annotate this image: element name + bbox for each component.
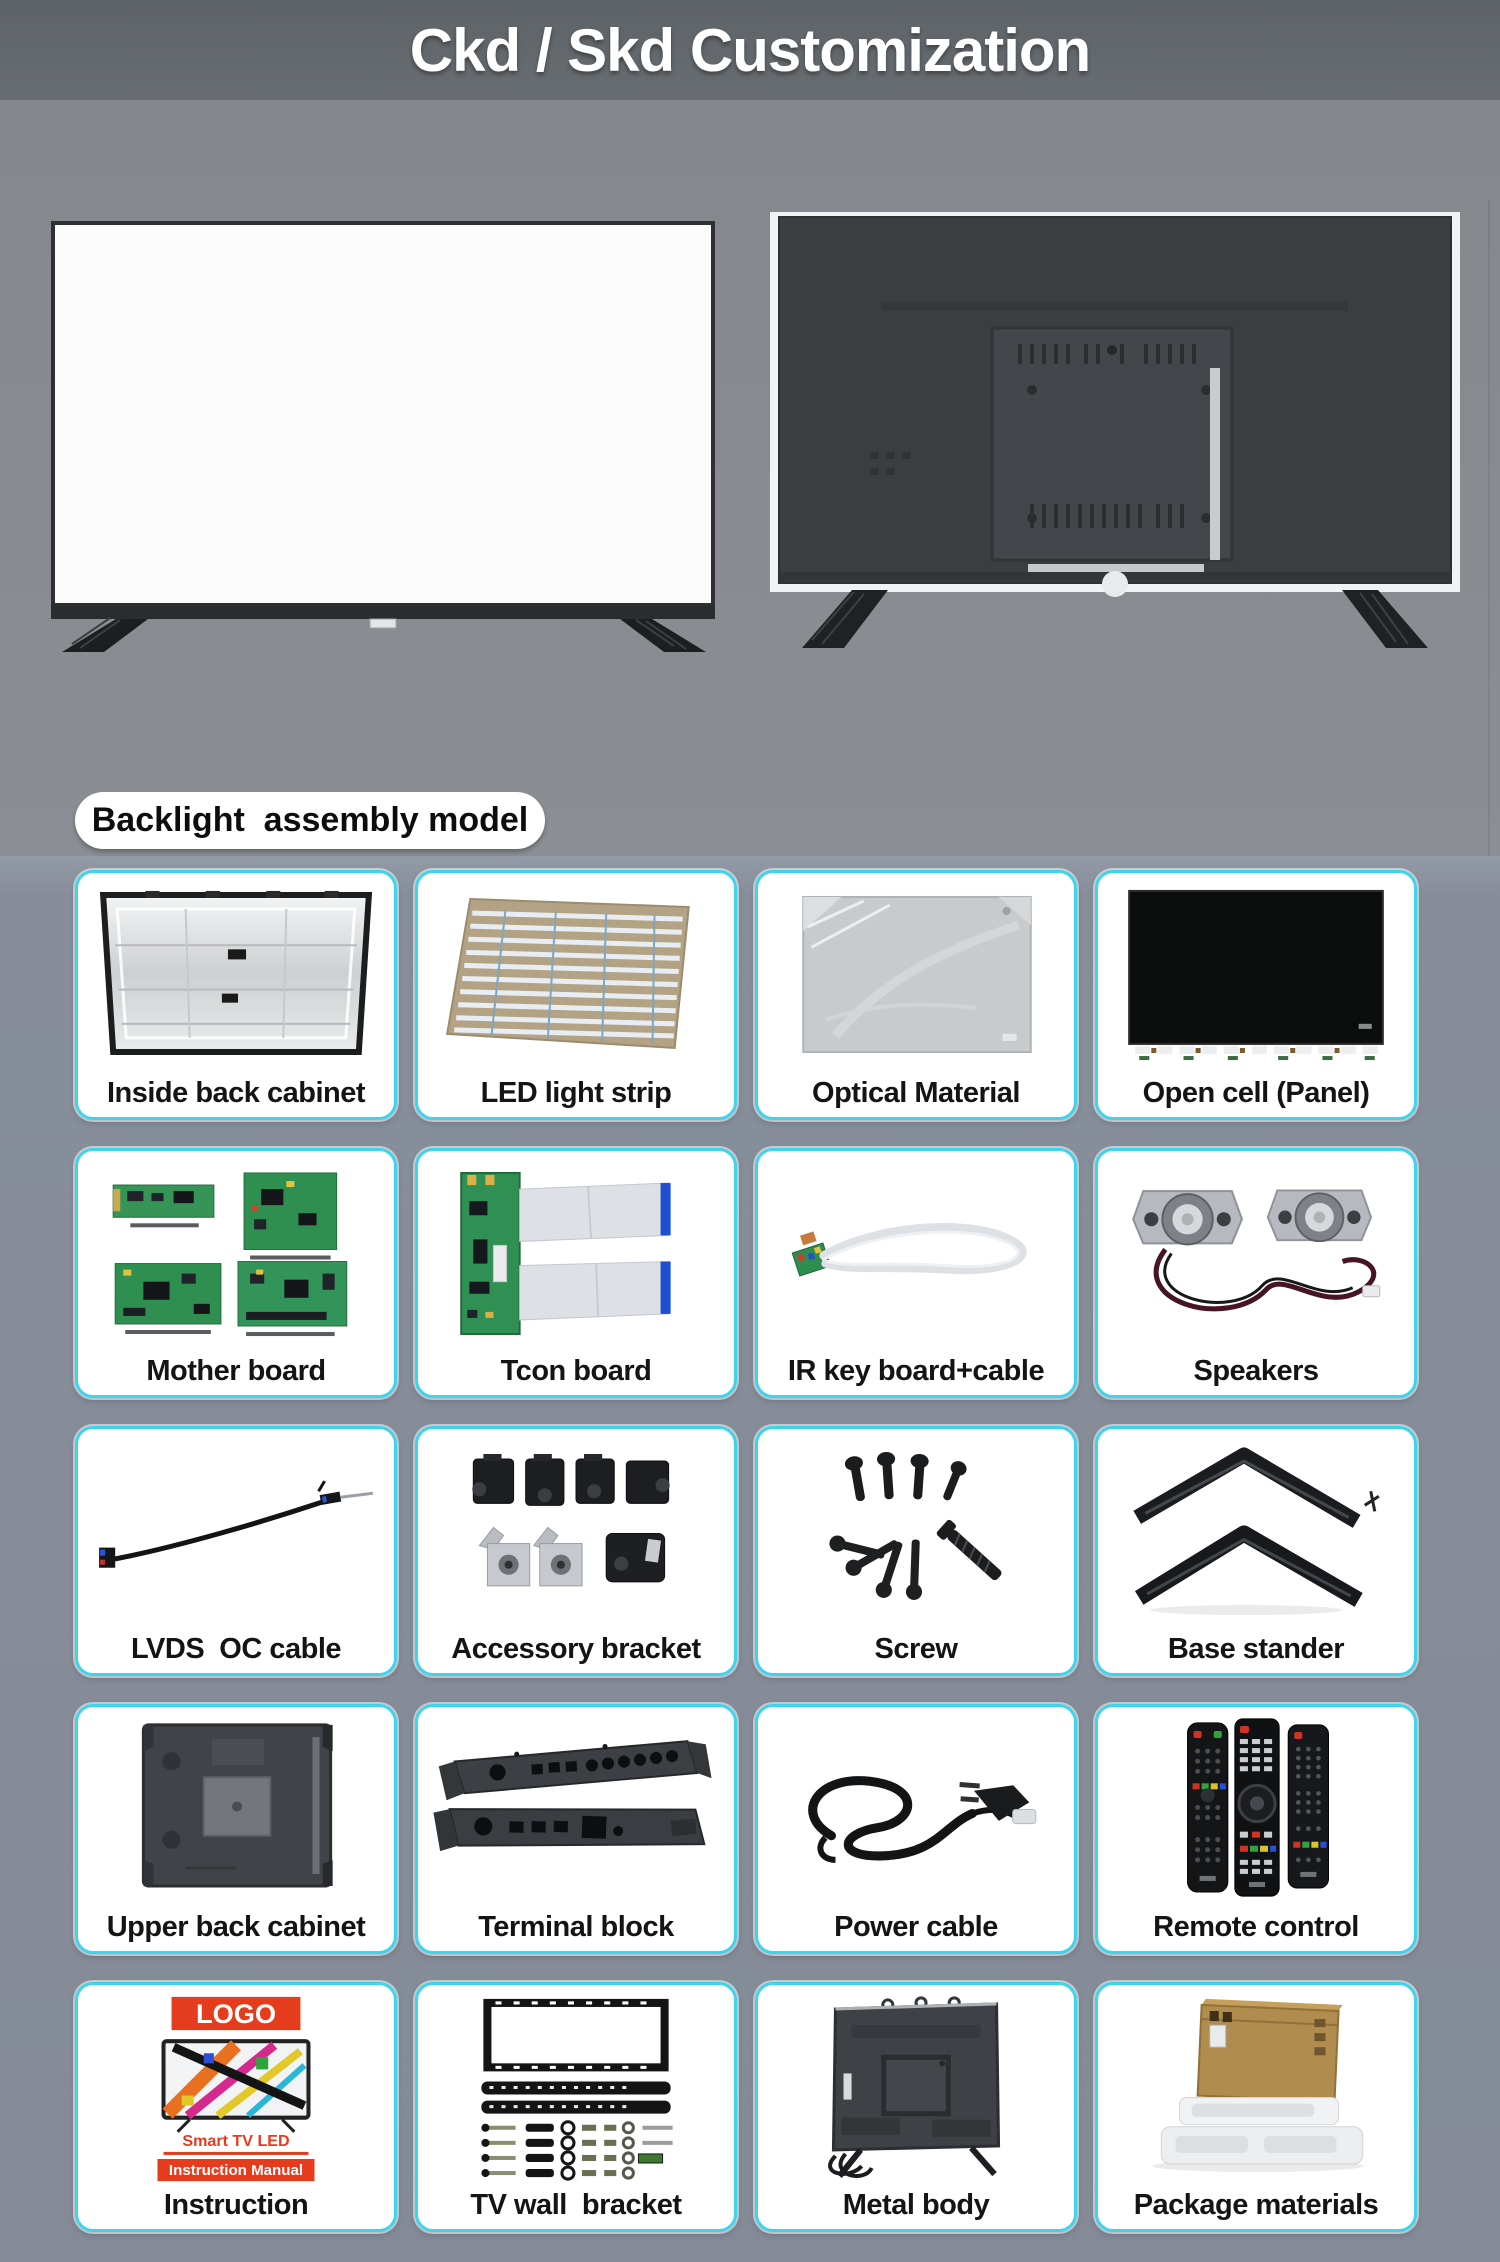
speakers-image [1105,1158,1407,1350]
card-power-cable [755,1704,1077,1954]
card-metal-body [755,1982,1077,2232]
metal-body-image [765,1992,1067,2184]
card-label: Speakers [1193,1355,1319,1387]
manual-text: Instruction Manual [168,2162,304,2180]
instruction-image [85,1992,387,2184]
card-upper-back-cabinet [75,1704,397,1954]
header-banner [0,0,1500,100]
card-mother-board [75,1148,397,1398]
card-label: IR key board+cable [787,1355,1045,1387]
photo-edge-line [1488,200,1490,956]
open-cell-panel-image [1105,880,1407,1072]
card-inside-back-cabinet [75,870,397,1120]
card-label: Tcon board [500,1355,652,1387]
section-label-pill [75,792,545,849]
page-title: Ckd / Skd Customization [409,16,1091,84]
base-stander-image [1105,1436,1407,1628]
card-remote-control [1095,1704,1417,1954]
card-label: Instruction [163,2189,309,2221]
card-label: LVDS OC cable [130,1633,342,1665]
screw-image [765,1436,1067,1628]
card-label: Remote control [1153,1911,1359,1943]
card-instruction [75,1982,397,2232]
instruction-caption: Smart TV LED [182,2131,290,2150]
card-label: Accessory bracket [451,1633,701,1665]
card-label: Base stander [1167,1633,1345,1665]
card-ir-key-board [755,1148,1077,1398]
card-label: Power cable [834,1911,998,1943]
inside-back-cabinet-image [85,880,387,1072]
accessory-bracket-image [425,1436,727,1628]
card-label: Inside back cabinet [106,1077,366,1109]
ir-key-board-cable-image [765,1158,1067,1350]
card-optical-material [755,870,1077,1120]
tv-back-image [770,212,1460,660]
card-label: Upper back cabinet [106,1911,366,1943]
card-tv-wall-bracket [415,1982,737,2232]
card-open-cell-panel [1095,870,1417,1120]
card-label: TV wall bracket [470,2189,682,2221]
tv-front-image [50,220,718,658]
led-light-strip-image [425,880,727,1072]
upper-back-cabinet-image [85,1714,387,1906]
card-lvds-oc-cable [75,1426,397,1676]
terminal-block-image [425,1714,727,1906]
card-label: Mother board [146,1355,326,1387]
optical-material-image [765,880,1067,1072]
card-led-light-strip [415,870,737,1120]
power-cable-image [765,1714,1067,1906]
card-label: LED light strip [480,1077,672,1109]
package-materials-image [1105,1992,1407,2184]
parts-grid [75,870,1417,2232]
card-tcon-board [415,1148,737,1398]
tcon-board-image [425,1158,727,1350]
card-label: Optical Material [812,1077,1020,1109]
card-accessory-bracket [415,1426,737,1676]
card-base-stander [1095,1426,1417,1676]
card-speakers [1095,1148,1417,1398]
card-label: Metal body [842,2189,990,2221]
mother-board-image [85,1158,387,1350]
tv-wall-bracket-image [425,1992,727,2184]
logo-text: LOGO [195,1998,277,2030]
card-label: Open cell (Panel) [1142,1077,1370,1109]
card-package-materials [1095,1982,1417,2232]
section-label: Backlight assembly model [91,801,529,839]
remote-control-image [1105,1714,1407,1906]
card-screw [755,1426,1077,1676]
card-label: Screw [874,1633,958,1665]
card-label: Terminal block [478,1911,674,1943]
card-terminal-block [415,1704,737,1954]
lvds-oc-cable-image [85,1436,387,1628]
tv-showcase-section [0,100,1500,856]
card-label: Package materials [1133,2189,1379,2221]
